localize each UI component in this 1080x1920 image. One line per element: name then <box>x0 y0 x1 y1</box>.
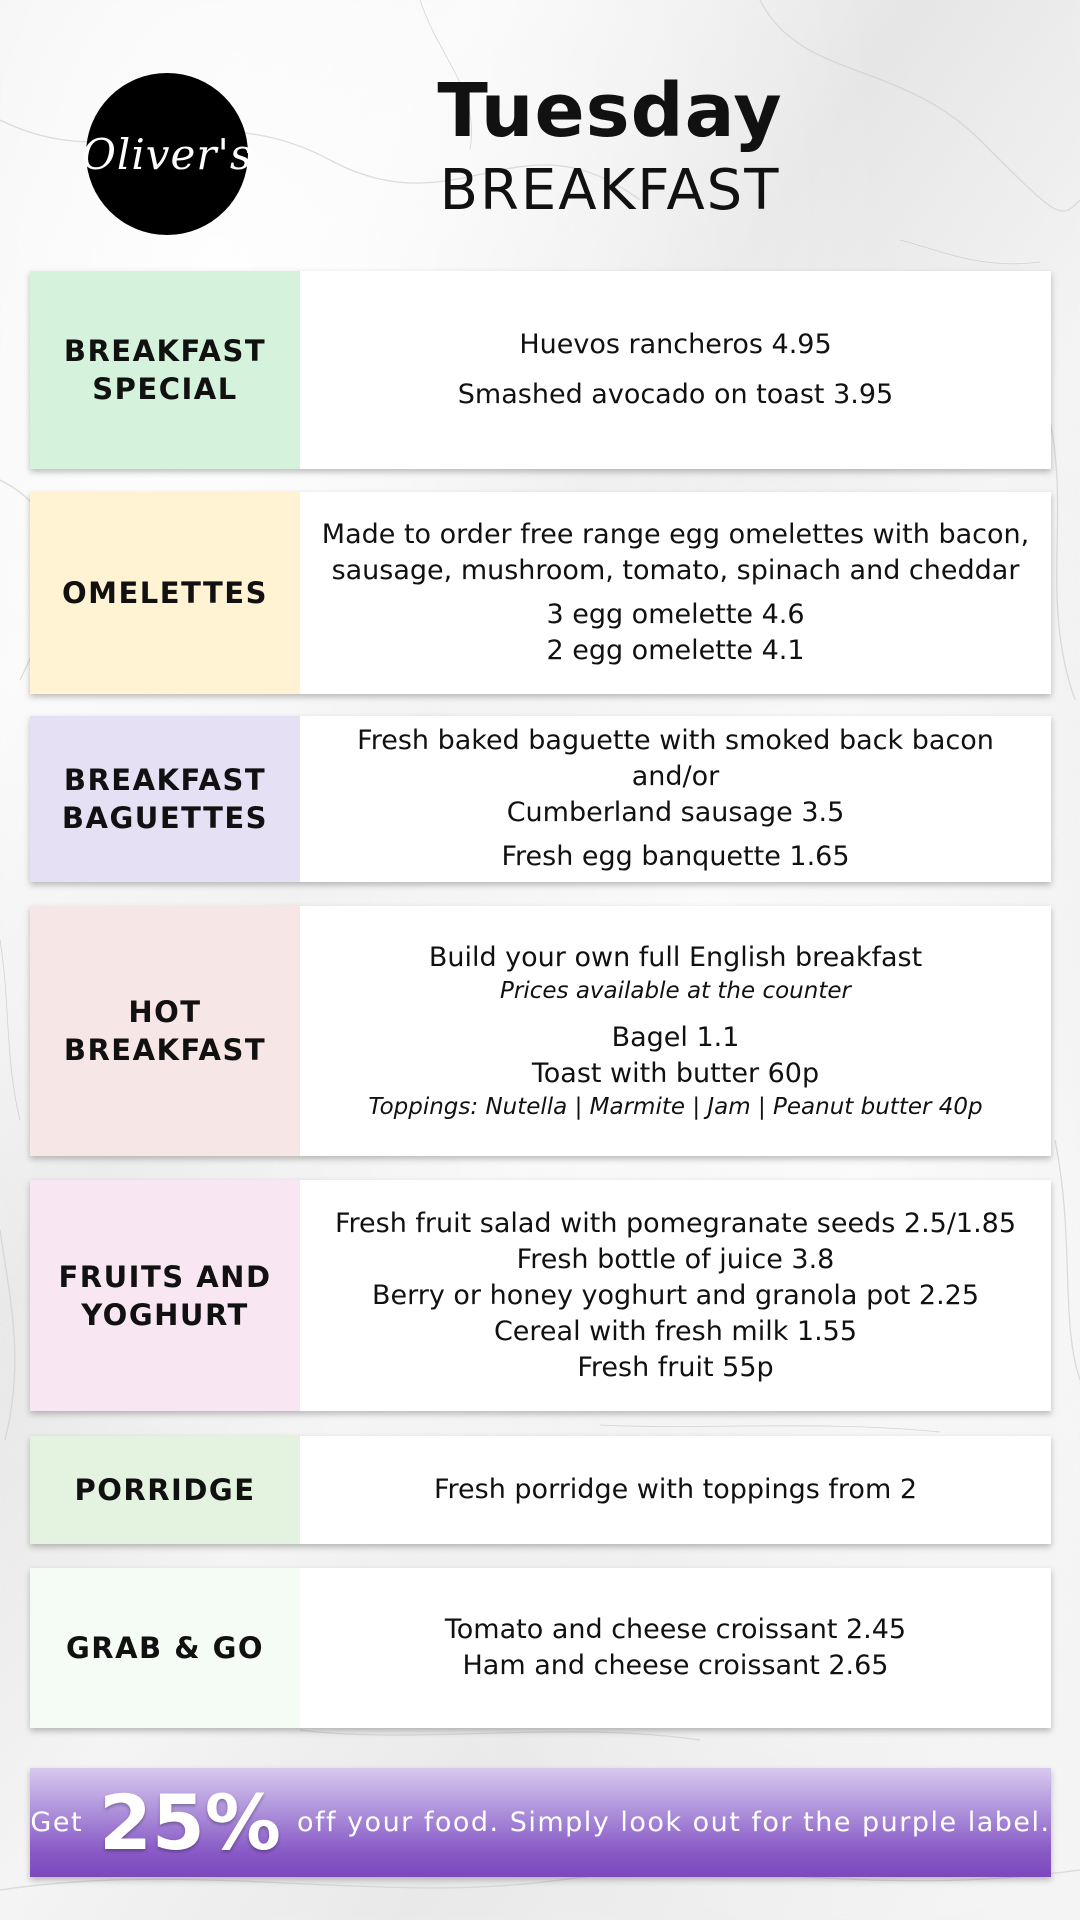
menu-item: Huevos rancheros 4.95 <box>519 329 832 360</box>
section-content <box>300 906 1051 1156</box>
label-line: BREAKFAST <box>63 1033 267 1067</box>
section-grab-and-go <box>30 1568 1051 1728</box>
section-content <box>300 1436 1051 1544</box>
section-label <box>30 1436 300 1544</box>
section-content <box>300 492 1051 694</box>
menu-item: Bagel 1.1 <box>611 1022 740 1053</box>
menu-description: Made to order free range egg omelettes with bacon, <box>321 519 1030 550</box>
label-line: SPECIAL <box>92 372 238 406</box>
section-content <box>300 271 1051 469</box>
section-content <box>300 1568 1051 1728</box>
label-line: OMELETTES <box>61 576 269 610</box>
section-breakfast-baguettes <box>30 716 1051 882</box>
promo-percent: 25% <box>99 1777 281 1867</box>
label-line: BREAKFAST <box>63 763 267 797</box>
menu-item: Tomato and cheese croissant 2.45 <box>444 1614 907 1645</box>
promo-prefix: Get <box>30 1807 84 1838</box>
section-label <box>30 271 300 469</box>
header <box>0 0 1080 270</box>
menu-item: Fresh porridge with toppings from 2 <box>433 1474 918 1505</box>
menu-item: Cumberland sausage 3.5 <box>506 797 845 828</box>
section-porridge <box>30 1436 1051 1544</box>
menu-item: Fresh fruit salad with pomegranate seeds 2.5/1.85 <box>334 1207 1017 1239</box>
label-line: PORRIDGE <box>74 1473 256 1507</box>
section-label <box>30 1180 300 1411</box>
section-label <box>30 1568 300 1728</box>
label-line: YOGHURT <box>81 1297 249 1332</box>
menu-item: Toast with butter 60p <box>531 1058 820 1089</box>
day-title: Tuesday <box>437 68 783 154</box>
section-breakfast-special <box>30 271 1051 469</box>
label-line: FRUITS AND <box>58 1259 272 1294</box>
label-line: BREAKFAST <box>63 334 267 368</box>
label-line: BAGUETTES <box>61 801 269 835</box>
meal-title: BREAKFAST <box>439 158 781 223</box>
menu-item: Fresh egg banquette 1.65 <box>501 841 850 872</box>
section-omelettes <box>30 492 1051 694</box>
logo-text: Oliver's <box>81 129 253 179</box>
menu-item: Fresh bottle of juice 3.8 <box>516 1243 835 1275</box>
menu-note: Prices available at the counter <box>500 978 851 1004</box>
section-content <box>300 1180 1051 1411</box>
menu-item: 3 egg omelette 4.6 <box>546 599 805 630</box>
menu-item: Build your own full English breakfast <box>428 942 923 973</box>
menu-item: Fresh baked baguette with smoked back bacon and/or <box>357 725 994 792</box>
menu-item: Cereal with fresh milk 1.55 <box>493 1315 858 1347</box>
section-hot-breakfast <box>30 906 1051 1156</box>
menu-note: Toppings: Nutella | Marmite | Jam | Peanut butter 40p <box>368 1094 983 1120</box>
menu-item: Fresh fruit 55p <box>577 1351 774 1383</box>
menu-item: Berry or honey yoghurt and granola pot 2.25 <box>371 1279 980 1311</box>
menu-item: 2 egg omelette 4.1 <box>546 635 805 666</box>
menu-item: Ham and cheese croissant 2.65 <box>462 1650 889 1681</box>
label-line: GRAB & GO <box>65 1631 265 1665</box>
promo-banner <box>30 1768 1051 1877</box>
section-fruits-and-yoghurt <box>30 1180 1051 1411</box>
menu-description: sausage, mushroom, tomato, spinach and cheddar <box>331 555 1020 586</box>
label-line: HOT <box>128 995 202 1029</box>
section-content <box>300 716 1051 882</box>
section-label <box>30 716 300 882</box>
promo-suffix: off your food. Simply look out for the purple label. <box>296 1807 1051 1838</box>
menu-item: Smashed avocado on toast 3.95 <box>457 379 894 410</box>
section-label <box>30 492 300 694</box>
section-label <box>30 906 300 1156</box>
